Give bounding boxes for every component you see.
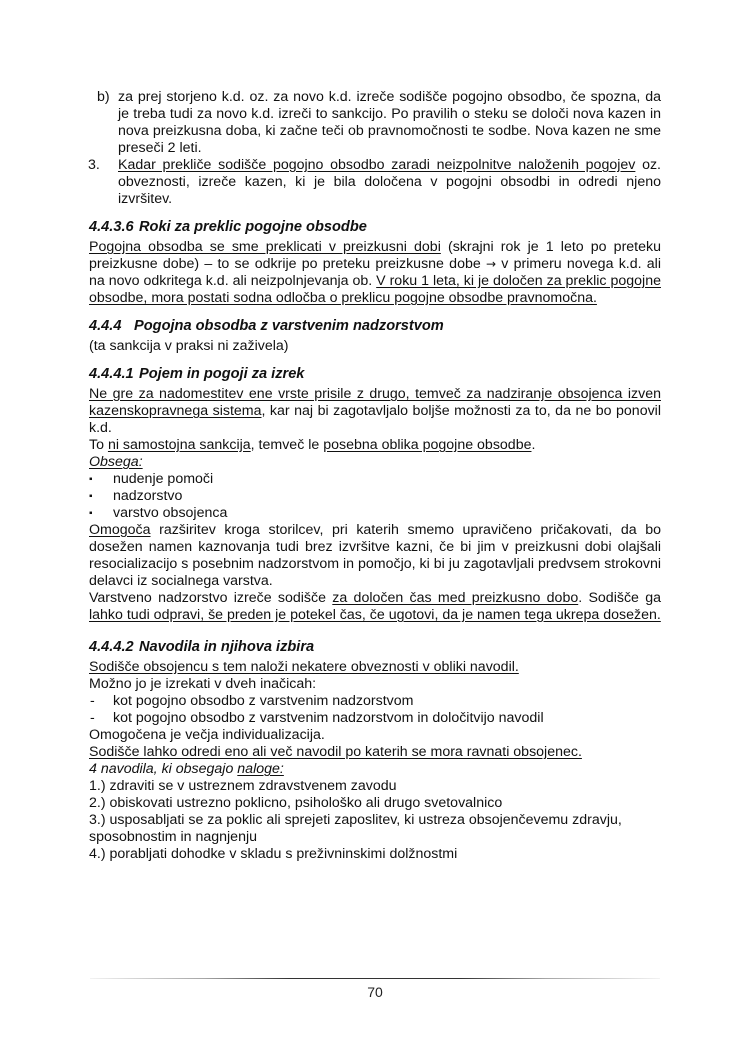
text: (skrajni rok je 1 leto po preteku preizkusne dobe) – to se odkrije po preteku preizkusne dobe — [89, 239, 661, 272]
instruction-item: 3.) usposabljati se za poklic ali sprejeti zaposlitev, ki ustreza obsojenčevemu zdravju, sposobnostim in nagnjenju — [89, 812, 622, 845]
section-heading-444 — [89, 318, 661, 335]
dash-item — [89, 693, 661, 710]
arrow-right-icon: → — [485, 257, 497, 271]
underlined-text: Omogoča — [89, 522, 151, 538]
bullet-item — [89, 471, 661, 488]
paragraph — [89, 590, 661, 624]
paragraph — [89, 239, 661, 307]
paragraph — [89, 386, 661, 437]
section-number: 4.4.3.6 — [89, 219, 134, 235]
bullet-item — [89, 488, 661, 505]
text: . — [531, 437, 536, 453]
list-item-3 — [89, 157, 661, 208]
section-heading-4441 — [89, 366, 661, 383]
italic-underlined-text: naloge: — [237, 761, 284, 777]
list-label: 3. — [88, 157, 100, 173]
bullet-text: nudenje pomoči — [113, 471, 214, 487]
underlined-text: lahko tudi odpravi, še preden je potekel čas, če ugotovi, da je namen tega ukrepa dosežen. — [89, 607, 661, 623]
text: razširitev kroga storilcev, pri katerih smemo upravičeno pričakovati, da bo dosežen namen kaznovanja tudi brez izvršitve kazni, če bi jim v preizkusni dobi olajšali resocializacijo s posebnim nadzorstvom in pomočjo, ki bi ju zagotavljali predvsem strokovni delavci iz socialnega varstva. — [89, 522, 661, 589]
bullet-item — [89, 505, 661, 522]
text: Varstveno nadzorstvo izreče sodišče — [89, 590, 333, 606]
underlined-text: ni samostojna sankcija — [107, 437, 251, 453]
section-heading-4436 — [89, 219, 661, 236]
list-item-b — [89, 89, 661, 157]
underlined-text: posebna oblika pogojne obsodbe — [323, 437, 532, 453]
square-bullet-icon: ▪ — [89, 474, 93, 485]
paragraph — [89, 659, 661, 676]
underlined-text: za določen čas med preizkusno dobo — [332, 590, 579, 606]
underlined-text: Kadar prekliče sodišče pogojno obsodbo zaradi neizpolnitve naloženih pogojev — [118, 157, 636, 173]
dash-text: kot pogojno obsodbo z varstvenim nadzorstvom — [113, 693, 414, 709]
page-number: 70 — [367, 984, 383, 1000]
paragraph: Možno jo je izrekati v dveh inačicah: — [89, 676, 317, 692]
text: To — [89, 437, 108, 453]
underlined-text: Sodišče obsojencu s tem naloži nekatere obveznosti v obliki navodil. — [89, 659, 519, 675]
italic-underlined-text: Obsega: — [89, 454, 143, 470]
paragraph: Omogočena je večja individualizacija. — [89, 727, 325, 743]
paragraph — [89, 744, 661, 761]
scope-label — [89, 454, 661, 471]
section-number: 4.4.4.2 — [89, 639, 134, 655]
underlined-text: Ne gre za nadomestitev ene vrste prisile z drugo, temveč za nadziranje obsojenca izven kazenskopravnega sistema — [89, 386, 661, 419]
text: v primeru novega k.d. ali na novo odkritega k.d. ali neizpolnjevanja ob. — [89, 256, 661, 289]
text: , temveč le — [250, 437, 324, 453]
square-bullet-icon: ▪ — [89, 508, 93, 519]
paragraph — [89, 761, 661, 778]
section-title: Roki za preklic pogojne obsodbe — [139, 219, 367, 235]
section-number: 4.4.4 — [89, 318, 122, 334]
section-note: (ta sankcija v praksi ni zaživela) — [89, 338, 289, 354]
underlined-text: Sodišče lahko odredi eno ali več navodil po katerih se mora ravnati obsojenec. — [89, 744, 582, 760]
dash-item — [89, 710, 661, 727]
text: , kar naj bi zagotavljalo boljše možnosti za to, da ne bo ponovil k.d. — [89, 403, 661, 436]
list-text: za prej storjeno k.d. oz. za novo k.d. izreče sodišče pogojno obsodbo, če spozna, da je treba tudi za novo k.d. izreči to sankcijo. Po pravilih o steku se določi nova kazen in nova preizkusna doba, ki začne teči ob pravnomočnosti te sodbe. Nova kazen ne sme preseči 2 leti. — [118, 89, 661, 156]
document-page — [89, 89, 661, 863]
bullet-text: nadzorstvo — [113, 488, 183, 504]
underlined-text: V roku 1 leta, ki je določen za preklic pogojne obsodbe, mora postati sodna odločba o preklicu pogojne obsodbe pravnomočna. — [89, 273, 661, 306]
bullet-text: varstvo obsojenca — [113, 505, 228, 521]
dash-bullet-icon: - — [90, 693, 95, 709]
instruction-item: 2.) obiskovati ustrezno poklicno, psihološko ali drugo svetovalnico — [89, 795, 503, 811]
paragraph — [89, 437, 661, 454]
italic-text: 4 navodila, ki obsegajo — [89, 761, 238, 777]
section-title: Pogojna obsodba z varstvenim nadzorstvom — [134, 318, 444, 334]
paragraph — [89, 522, 661, 590]
square-bullet-icon: ▪ — [89, 491, 93, 502]
instruction-item: 4.) porabljati dohodke v skladu s preživninskimi dolžnostmi — [89, 846, 458, 862]
text: . Sodišče ga — [578, 590, 661, 606]
instruction-item: 1.) zdraviti se v ustreznem zdravstvenem zavodu — [89, 778, 397, 794]
underlined-text: Pogojna obsodba se sme preklicati v preizkusni dobi — [89, 239, 441, 255]
dash-text: kot pogojno obsodbo z varstvenim nadzorstvom in določitvijo navodil — [113, 710, 544, 726]
section-title: Pojem in pogoji za izrek — [139, 366, 305, 382]
section-title: Navodila in njihova izbira — [139, 639, 315, 655]
list-text: oz. obveznosti, izreče kazen, ki je bila določena v pogojni obsodbi in odredi njeno izvršitev. — [118, 157, 661, 207]
dash-bullet-icon: - — [90, 710, 95, 726]
section-heading-4442 — [89, 639, 661, 656]
list-label: b) — [97, 89, 110, 105]
section-number: 4.4.4.1 — [89, 366, 134, 382]
footer-divider — [90, 978, 660, 979]
